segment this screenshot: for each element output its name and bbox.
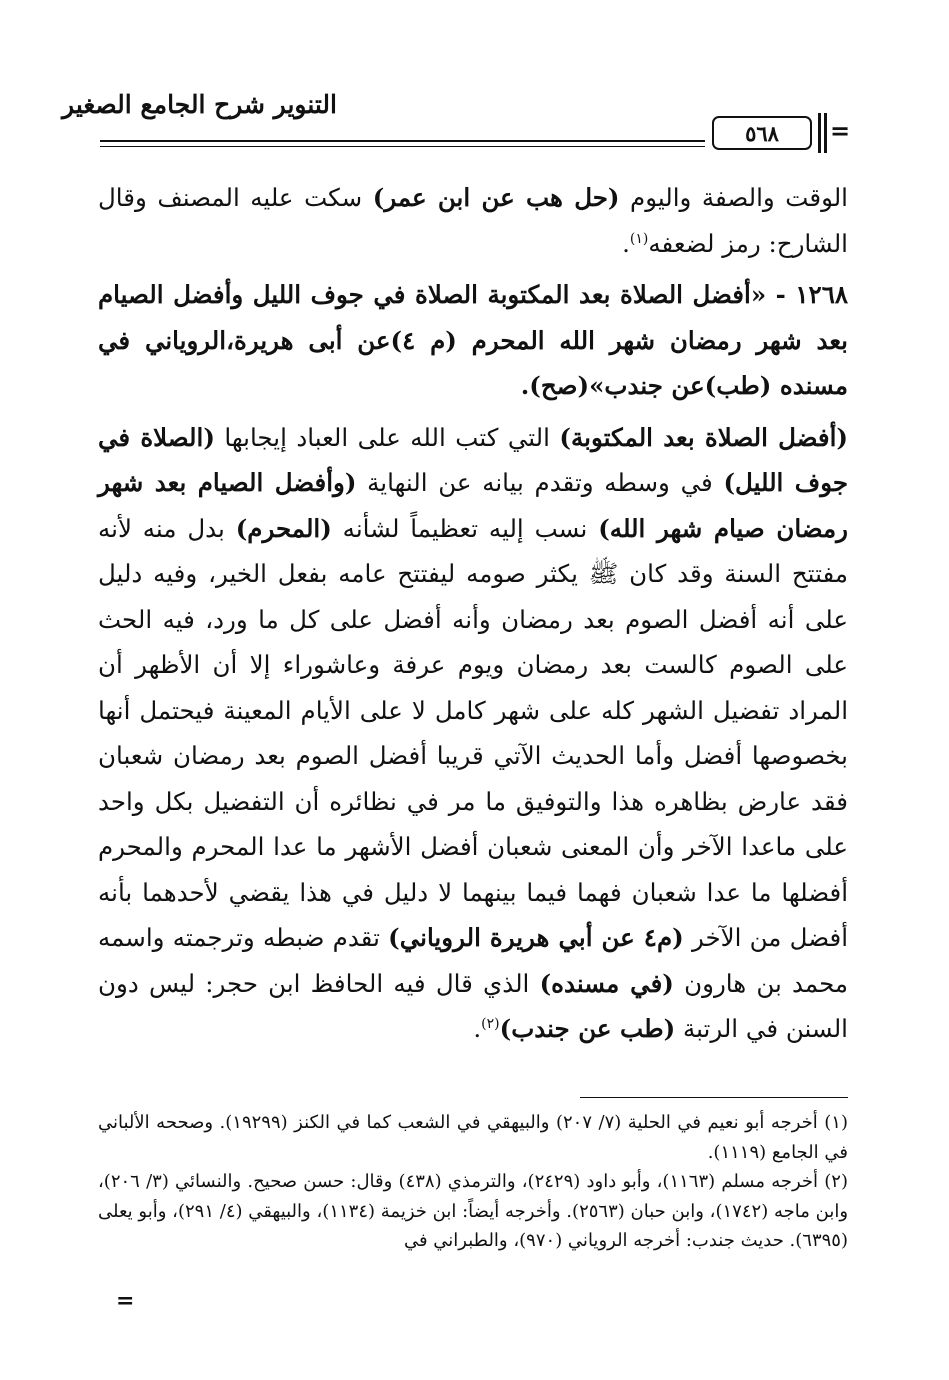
hadith-number: ١٢٦٨ - «	[750, 280, 849, 309]
page-number: ٥٦٨	[745, 120, 779, 146]
text-run: .	[622, 228, 630, 258]
hadith-1268	[98, 272, 848, 409]
commentary	[98, 415, 848, 1052]
main-text	[98, 175, 848, 1052]
text-run: تقدم ضبطه وترجمته واسمه محمد بن هارون	[98, 923, 849, 998]
source-citation: (طب عن جندب)	[499, 1014, 676, 1043]
header-rule-bottom	[100, 146, 705, 147]
footnote-continuation-mark: =	[116, 1288, 135, 1314]
text-run: الذي قال فيه الحافظ ابن حجر: ليس دون السنن في الرتبة	[98, 968, 848, 1043]
badge-divider	[818, 113, 821, 153]
text-run: نسب إليه تعظيماً لشأنه	[331, 513, 599, 543]
footnote-separator	[580, 1097, 848, 1098]
page-number-badge	[712, 116, 812, 150]
source-citation: (حل هب عن ابن عمر)	[372, 183, 620, 212]
source-citation: (م٤ عن أبي هريرة الروياني)	[388, 923, 684, 952]
hadith-text: أفضل الصلاة بعد المكتوبة الصلاة في جوف الليل وأفضل الصيام بعد شهر رمضان شهر الله المحرم (م ٤)عن أبى هريرة،الروياني في مسنده (طب)عن جندب	[98, 280, 848, 400]
text-run: في وسطه وتقدم بيانه عن النهاية	[356, 468, 724, 497]
header-continuation-mark: =	[830, 116, 851, 145]
text-run: التي كتب الله على العباد إيجابها	[214, 422, 560, 452]
quoted-phrase: (الصلاة في جوف الليل)	[98, 422, 849, 497]
quoted-phrase: (وأفضل الصيام بعد شهر رمضان صيام شهر الله)	[98, 468, 849, 543]
quoted-phrase: (أفضل الصلاة بعد المكتوبة)	[559, 422, 848, 452]
footnote-1: (١) أخرجه أبو نعيم في الحلية (٧/ ٢٠٧) والبيهقي في الشعب كما في الكنز (١٩٢٩٩). وصححه الألباني في الجامع (١١١٩).	[98, 1112, 848, 1163]
footnote-2: (٢) أخرجه مسلم (١١٦٣)، وأبو داود (٢٤٢٩)، والترمذي (٤٣٨) وقال: حسن صحيح. والنسائي (٣/ ٢٠٦)، وابن ماجه (١٧٤٢)، وابن حبان (٢٥٦٣). وأخرجه أيضاً: ابن خزيمة (١١٣٤)، والبيهقي (٤/ ٢٩١)، وأبو يعلى (٦٣٩٥). حديث جندب: أخرجه الروياني (٩٧٠)، والطبراني في	[98, 1171, 849, 1251]
hadith-grade: »(صح).	[520, 371, 605, 400]
running-header-title: التنوير شرح الجامع الصغير	[62, 90, 337, 119]
text-run: .	[473, 1014, 482, 1043]
text-run: سكت عليه المصنف وقال الشارح: رمز لضعفه	[98, 183, 848, 258]
footnote-ref: (١)	[629, 230, 649, 247]
quoted-phrase: (المحرم)	[235, 513, 332, 543]
footnote-ref: (٢)	[481, 1015, 500, 1032]
badge-divider-2	[824, 113, 827, 153]
footnotes	[98, 1108, 848, 1256]
paragraph-1	[98, 175, 848, 266]
text-run: الوقت والصفة واليوم	[619, 183, 848, 212]
text-run: بدل منه لأنه مفتتح السنة وقد كان ﷺ يكثر صومه ليفتتح عامه بفعل الخير، وفيه دليل على أنه أفضل الصوم بعد رمضان وأنه أفضل على كل ما ورد، فيه الحث على الصوم كالست بعد رمضان ويوم عرفة وعاشوراء إلا أن الأظهر أن المراد تفضيل الشهر كله على شهر كامل لا على الأيام المعينة فيحتمل أنها بخصوصها أفضل وأما الحديث الآتي قريبا أفضل الصوم بعد رمضان شعبان فقد عارض بظاهره هذا والتوفيق ما مر في نظائره أن التفضيل بكل واحد على ماعدا الآخر وأن المعنى شعبان أفضل الأشهر ما عدا المحرم والمحرم أفضلها ما عدا شعبان فهما فيما بينهما لا دليل في هذا يقضي لأحدهما بأنه أفضل من الآخر	[98, 513, 849, 952]
header-rule-top	[100, 140, 705, 142]
quoted-phrase: (في مسنده)	[539, 968, 674, 998]
